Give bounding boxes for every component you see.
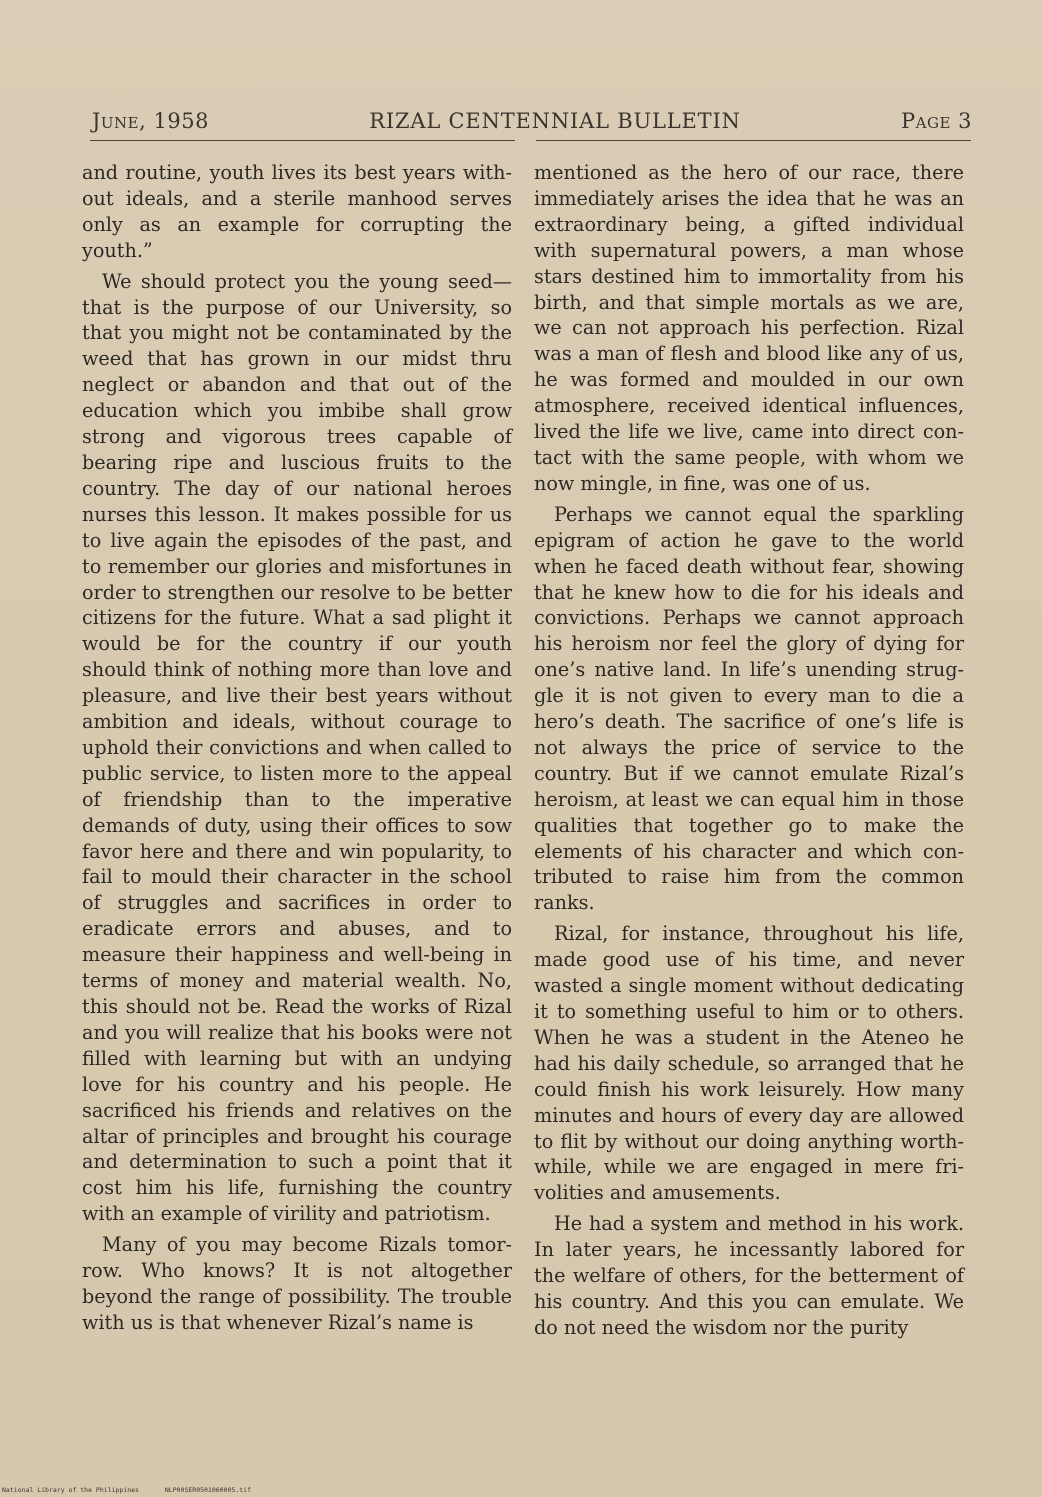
right-paragraph-4: He had a system and method in his work. In later years, he incessantly labored for the welfare of others, for the betterment of his country. And this you can emulate. We do not need the wisdom nor the purity [534,1212,964,1339]
page-header [92,106,972,136]
header-page-number: Page 3 [901,109,972,133]
right-paragraph-1: mentioned as the hero of our race, there immediately arises the idea that he was an extraordinary being, a gifted individual with supernatural powers, a man whose stars destined him to immortality from his birth, and that simple mortals as we are, we can not approach his perfection. Rizal was a man of flesh and blood like any of us, he was formed and moulded in our own atmosphere, received identical influences, lived the life we live, came into direct contact with the same people, with whom we now mingle, in fine, was one of us. [534,161,964,495]
left-paragraph-2: We should protect you the young seed—that is the purpose of our University, so that you might not be contaminated by the weed that has grown in our midst thru neglect or abandon and that out of the education which you imbibe shall grow strong and vigorous trees capable of bearing ripe and luscious fruits to the country. The day of our national heroes nurses this lesson. It makes possible for us to live again the episodes of the past, and to remember our glories and misfortunes in order to strengthen our resolve to be better citizens for the future. What a sad plight it would be for the country if our youth should think of nothing more than love and pleasure, and live their best years without ambition and ideals, without courage to uphold their convictions and when called to public service, to listen more to the appeal of friendship than to the imperative demands of duty, using their offices to sow favor here and there and win popularity, to fail to mould their character in the school of struggles and sacrifices in order to eradicate errors and abuses, and to measure their happiness and well-being in terms of money and material wealth. No, this should not be. Read the works of Rizal and you will realize that his books were not filled with learning but with an undying love for his country and his people. He sacrificed his friends and relatives on the altar of principles and brought his courage and determination to such a point that it cost him his life, furnishing the country with an example of virility and patriotism. [82,269,512,1226]
scan-footer [2,1486,273,1494]
right-paragraph-2: Perhaps we cannot equal the sparkling epigram of action he gave to the world when he faced death without fear, showing that he knew how to die for his ideals and convictions. Perhaps we cannot approach his heroism nor feel the glory of dying for one’s native land. In life’s unending struggle it is not given to every man to die a hero’s death. The sacrifice of one’s life is not always the price of service to the country. But if we cannot emulate Rizal’s heroism, at least we can equal him in those qualities that together go to make the elements of his character and which contributed to raise him from the common ranks. [534,502,964,915]
left-paragraph-1: and routine, youth lives its best years without ideals, and a sterile manhood serves only as an example for corrupting the youth.” [82,161,512,262]
footer-archive-name: National Library of the Philippines [2,1486,139,1494]
footer-file-name: NLP00SER0501060005.tif [164,1486,251,1494]
header-rule-left [90,140,515,141]
header-rule-right [536,140,971,141]
right-column [534,160,964,1346]
header-date: June, 1958 [92,109,209,133]
left-paragraph-3: Many of you may become Rizals tomorrow. Who knows? It is not altogether beyond the range of possibility. The trouble with us is that whenever Rizal’s name is [82,1233,512,1334]
header-title: RIZAL CENTENNIAL BULLETIN [369,109,741,133]
left-column [82,160,512,1341]
right-paragraph-3: Rizal, for instance, throughout his life, made good use of his time, and never wasted a single moment without dedicating it to something useful to him or to others. When he was a student in the Ateneo he had his daily schedule, so arranged that he could finish his work leisurely. How many minutes and hours of every day are allowed to flit by without our doing anything worthwhile, while we are engaged in mere frivolities and amusements. [534,922,964,1205]
